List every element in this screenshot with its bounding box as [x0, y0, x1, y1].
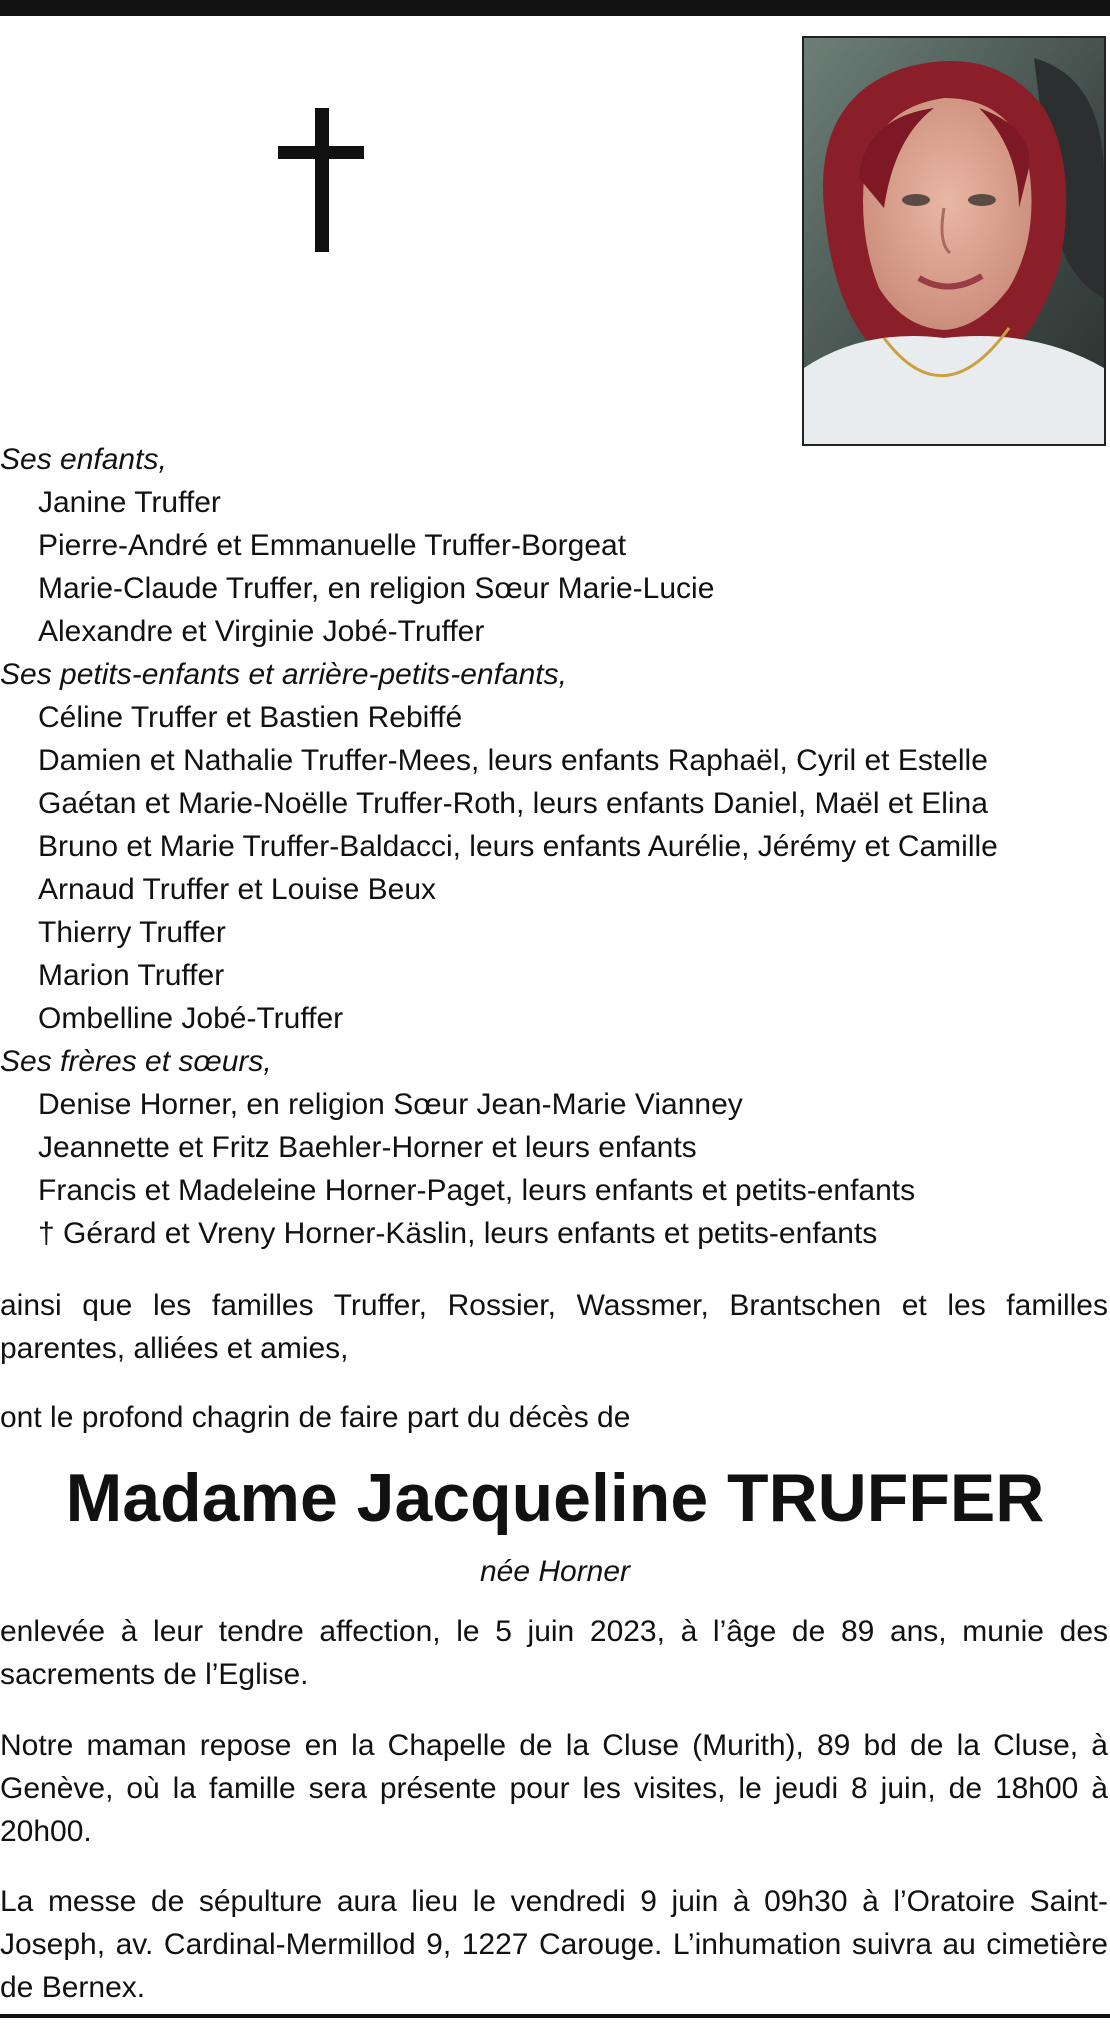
list-item: Denise Horner, en religion Sœur Jean-Marie Vianney: [38, 1088, 743, 1121]
death-paragraph: enlevée à leur tendre affection, le 5 juin 2023, à l’âge de 89 ans, munie des sacrements de l’Eglise.: [0, 1615, 1108, 1691]
list-item: Thierry Truffer: [38, 916, 226, 949]
list-item: Pierre-André et Emmanuelle Truffer-Borgeat: [38, 529, 627, 562]
announcement-text: ont le profond chagrin de faire part du décès de: [0, 1401, 631, 1434]
list-item: Marie-Claude Truffer, en religion Sœur Marie-Lucie: [38, 572, 715, 605]
list-item: Janine Truffer: [38, 486, 221, 519]
list-item: Ombelline Jobé-Truffer: [38, 1002, 344, 1035]
funeral-paragraph: La messe de sépulture aura lieu le vendredi 9 juin à 09h30 à l’Oratoire Saint-Joseph, av. Cardinal-Mermillod 9, 1227 Carouge. L’inhumation suivra au cimetière de Bernex.: [0, 1885, 1108, 2004]
list-item: † Gérard et Vreny Horner-Käslin, leurs enfants et petits-enfants: [38, 1217, 878, 1250]
list-item: Damien et Nathalie Truffer-Mees, leurs enfants Raphaël, Cyril et Estelle: [38, 744, 988, 777]
siblings-heading: Ses frères et sœurs,: [0, 1045, 272, 1078]
deceased-name: Madame Jacqueline TRUFFER: [65, 1460, 1045, 1536]
visitation-paragraph: Notre maman repose en la Chapelle de la Cluse (Murith), 89 bd de la Cluse, à Genève, où la famille sera présente pour les visites, le jeudi 8 juin, de 18h00 à 20h00.: [0, 1729, 1108, 1848]
portrait-photo: [802, 36, 1106, 446]
children-heading: Ses enfants,: [0, 443, 167, 476]
list-item: Francis et Madeleine Horner-Paget, leurs enfants et petits-enfants: [38, 1174, 916, 1207]
mourners-list: [0, 438, 1110, 1255]
list-item: Jeannette et Fritz Baehler-Horner et leurs enfants: [38, 1131, 697, 1164]
families-paragraph: ainsi que les familles Truffer, Rossier, Wassmer, Brantschen et les familles parentes, alliées et amies,: [0, 1289, 1108, 1365]
list-item: Bruno et Marie Truffer-Baldacci, leurs enfants Aurélie, Jérémy et Camille: [38, 830, 998, 863]
list-item: Gaétan et Marie-Noëlle Truffer-Roth, leurs enfants Daniel, Maël et Elina: [38, 787, 988, 820]
top-rule: [0, 0, 1110, 16]
list-item: Marion Truffer: [38, 959, 225, 992]
bottom-rule: [0, 2014, 1110, 2018]
maiden-name: née Horner: [479, 1555, 631, 1588]
list-item: Arnaud Truffer et Louise Beux: [38, 873, 437, 906]
list-item: Céline Truffer et Bastien Rebiffé: [38, 701, 463, 734]
list-item: Alexandre et Virginie Jobé-Truffer: [38, 615, 485, 648]
grandchildren-heading: Ses petits-enfants et arrière-petits-enfants,: [0, 658, 567, 691]
cross-icon: [278, 108, 364, 252]
